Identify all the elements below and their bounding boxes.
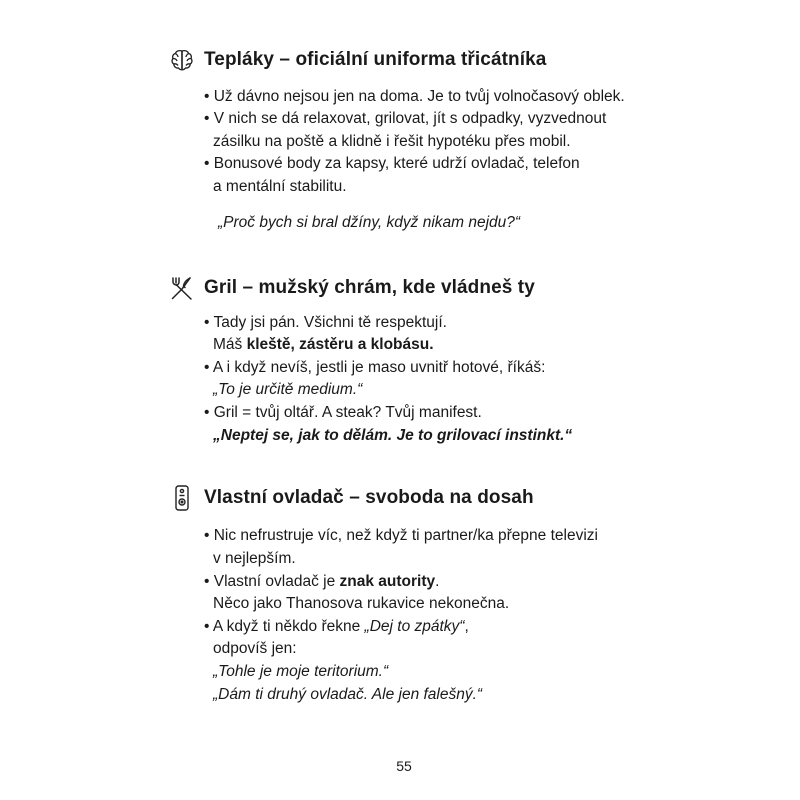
quote: „Dám ti druhý ovladač. Ale jen falešný.“ <box>213 686 483 703</box>
section-heading <box>168 484 534 512</box>
text-span: . <box>435 573 440 590</box>
section-title: Gril – mužský chrám, kde vládneš ty <box>204 277 535 298</box>
list-item: • Tady jsi pán. Všichni tě respektují. <box>204 314 447 331</box>
section-heading <box>168 46 546 74</box>
italic-text: „Dej to zpátky“ <box>364 618 465 635</box>
quote: „Proč bych si bral džíny, když nikam nejdu?“ <box>218 214 521 231</box>
text-span: • Vlastní ovladač je <box>204 573 340 590</box>
list-item-continuation: zásilku na poště a klidně i řešit hypotéku přes mobil. <box>213 133 571 150</box>
list-item-continuation: odpovíš jen: <box>213 640 297 657</box>
section-title: Vlastní ovladač – svoboda na dosah <box>204 487 534 508</box>
list-item-continuation: a mentální stabilitu. <box>213 178 347 195</box>
list-item: • Gril = tvůj oltář. A steak? Tvůj manifest. <box>204 404 482 421</box>
page-number: 55 <box>396 758 412 774</box>
list-item-continuation <box>213 334 434 356</box>
text-span: , <box>464 618 469 635</box>
list-item: • Už dávno nejsou jen na doma. Je to tvůj volnočasový oblek. <box>204 88 625 105</box>
brain-icon <box>168 46 196 74</box>
quote: „Neptej se, jak to dělám. Je to grilovací instinkt.“ <box>213 427 573 444</box>
fork-knife-icon <box>168 274 196 302</box>
list-item <box>204 616 469 638</box>
section-title: Tepláky – oficiální uniforma třicátníka <box>204 49 547 70</box>
list-item: • Bonusové body za kapsy, které udrží ovladač, telefon <box>204 155 580 172</box>
text-span: • A když ti někdo řekne <box>204 618 365 635</box>
list-item: • V nich se dá relaxovat, grilovat, jít s odpadky, vyzvednout <box>204 110 607 127</box>
list-item: • A i když nevíš, jestli je maso uvnitř hotové, říkáš: <box>204 359 546 376</box>
quote: „Tohle je moje teritorium.“ <box>213 663 389 680</box>
list-item-continuation: Něco jako Thanosova rukavice nekonečna. <box>213 595 510 612</box>
remote-control-icon <box>168 484 196 512</box>
list-item-continuation: v nejlepším. <box>213 550 296 567</box>
section-heading <box>168 274 535 302</box>
list-item <box>204 571 439 593</box>
quote: „To je určitě medium.“ <box>213 381 363 398</box>
bold-text: kleště, zástěru a klobásu. <box>246 336 434 353</box>
bold-text: znak autority <box>339 573 436 590</box>
text-span: Máš <box>213 336 247 353</box>
list-item: • Nic nefrustruje víc, než když ti partner/ka přepne televizi <box>204 527 598 544</box>
